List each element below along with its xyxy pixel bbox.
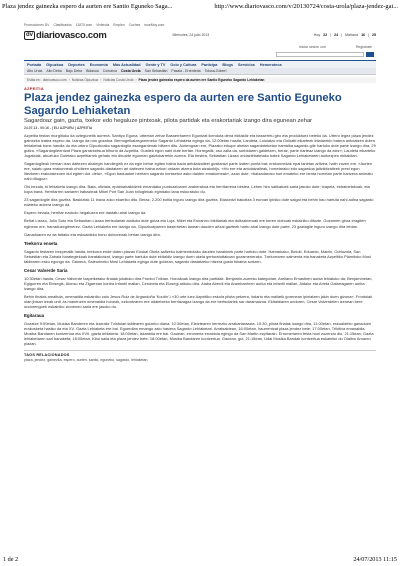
search-box <box>24 52 376 57</box>
section-heading: Cesar Valverde Saria <box>24 267 68 273</box>
logo-mark: dv <box>25 31 33 38</box>
tags-list: plaza, jendez, gainezka, espero, aurten, santio, eguneko, sagardo, lehiaketan <box>24 358 148 363</box>
article-paragraph: Behin finalak amaituta, omenaldia eskainiko zaio Jesus Ruiz de Argandoña 'Koutin'-i «30 urte luez Azpeitiko eskola pilota petzera, indartu eta mailarik gorenean ipiniatzen jakin duen gizona». Frontoiak olan jbisan izeak urdi -ta manenzen omenaldia honeak, ezkontzaren ere udaletxeko berriazagaz izango da ere bertsolariek sar daramaizua. Ekitaldiaren ondoren, Cesar Valverdeien izenean bere ondorengoek eskainiko zioneneo saria ere jasoko du. <box>24 293 373 309</box>
top-link[interactable]: Coches <box>128 23 141 27</box>
login-link[interactable]: Iniciar sesión con <box>298 45 326 49</box>
print-page-url: http://www.diariovasco.com/v/20130724/costa-urola/plaza-jendez-gai... <box>214 2 398 10</box>
article-paragraph: 23 sagardogile dira guztira. Baskiztak 11 txaxa zuko ekarriko ditu. Beraz, 2.200 botila inguru izango dira guztira. Edalontzi bakoitza 3 euroan ipiniko dute salgai eta behin hau hartuta nahi adina sagardo edateko aukera izango da. <box>24 197 374 208</box>
dateline: Miércoles, 24 julio 2013 <box>172 33 210 37</box>
nav-item[interactable]: Ocio y Cultura <box>170 62 197 67</box>
tag-link[interactable]: plaza <box>24 358 33 363</box>
article-paragraph: Azpeitia festan murgiltuko da oztegunetik aurrera. Santiyo Eguna, urteetan zehar Basserritarren Eguntzat ikenduta dena ekitaldiz eta basserritu giro eta produktuez beteko da. Urtero legez plaza jendez gainezka izatea espero da. Izango da non gozatua. Bernogelkalzegarreneko Sagardo Lehiaketa egingo da, 12:00etan hasita, Landeta, Loiolatzo eta Goikatti elkarteek lidatarekin batera antolatzen duten lehiaketak bone handia du eta urtero Gipuzkoako sagardogile esangarrienak biltzen ditu. Aurtengoan ere, Plazako erkupe ahetan sagardoteketan hamaika sagardo-gile hartuko dute parte izango dira, 29 gutira. «Sagardogileentzat Plaza garrantzitsua bihurtu da Azpeitia. Gustiek egon nahi dute bertan. Horregatik, oso zaila da, sorbidaren galdetzen, beraz, parte harteaz izango da alez»; Laudeta elkarteko Jugatxiak, abuztuko Goietako azpeitiarrek gehatu eta diruarte egunean gaiztokarrekin aurrea. Eta bestea, Sebastian Lizaso ondaziebatetako batek Sagardo Lehiaketaren aurkezpen ekitaldian. <box>24 132 376 158</box>
nav-item[interactable]: Hemeroteca <box>259 62 282 67</box>
related-tags <box>24 350 376 362</box>
nav-item[interactable]: Deportes <box>68 62 85 67</box>
tag-link[interactable]: lehiaketan <box>131 358 148 363</box>
subnav-item[interactable]: Comarca <box>102 69 117 73</box>
article-paragraph: 10:30etan hasita, Cesar Valverde txapelketako finalak jokatuko dira Frontoi Txikian. Honakoak izango dira partidak. Benjamin-aurreko kategorian, Arellano Ernastiren aurka lehiatuko da; Benjamínetan, Egigurren eta Elosegik, Alonso eta Zigarrean kontra Infantil mailan, Cerubeta eta Elosegi arituko dira. Alaba Aberdi eta Arambarrinen aurka eta infantil mailan, Aldalur eta Arieta Galarragaren aurka izango dira. <box>24 275 373 291</box>
main-nav <box>24 60 376 68</box>
subnav-item[interactable]: Tolosa-Goierri <box>204 69 227 73</box>
article-paragraph: Sagardo festaren bezperatik hasita, teekorra ende duten plazan Euskal Okela saltzeko baimendutako dauden harakinek parte hartuko dute. Hamarkako, Beloki, Eduardo, Maixin, Odriozola, San Sebastián eta Zabala harategiekoak baratakotzat, izango parte hartuko dute ekitaldiz izango duen okela gerturatuttakoan gozamenerako. Txekorraren salmenta eta banaketa Azpeitiko Plamitoko Mosi taldearen esku egongo da. Gainera, Saieurineko Mosi Lehiaketa egingo dute goizean, sagardo dastatzeko hitzera gusto bikaina sortzen. <box>24 248 371 264</box>
nav-item[interactable]: Blogs <box>222 62 233 67</box>
search-input[interactable] <box>276 52 364 57</box>
top-link[interactable]: mueMoy.com <box>144 23 165 27</box>
breadcrumb-link[interactable]: Noticias Gipuzkoa <box>71 78 99 82</box>
nav-item[interactable]: Economía <box>89 62 108 67</box>
breadcrumb-link[interactable]: Noticias Costa Urola <box>103 78 134 82</box>
register-link[interactable]: Regístrate <box>355 45 372 49</box>
nav-item[interactable]: Portada <box>27 62 42 67</box>
article-paragraph: Espero bezala, herritar ezokulo hegaluzea ere dastatu ahal izango da. <box>24 210 147 216</box>
breadcrumb: Estás en: diariovasco.com › Noticias Gipuzkoa › Noticias Costa Urola › Plaza jendez gainezka espero da aurten ere Santio Eguneko Sagardo Lehiaketan <box>24 77 376 83</box>
tag-link[interactable]: eguneko <box>100 358 115 363</box>
weather-today-label: Hoy <box>313 33 321 37</box>
top-link[interactable]: Clasificados <box>53 23 72 27</box>
article-paragraph: Sagardogileak herrian izan daitezen ahalegin handiegirik ez da egin behar egiten baina bada antolatzaileei gustiarazi parte izaten punta bat; erakunnekak epai lanetan aritzea, halin zuzen ere. «Aurten ere, saiatu gara erakunneak ohoitzen sagardo-dastatzen ari daitezen baina ezkon ordaan atzera bota aizakobiju. «Ho ere eta antolatzaileak, horretarako edo sagardoa jaitzikitzaileek prest egon litezkeen erakutsiezoen dut egiten dut -dela». «Egon baduadue herriam sagardo kontsetuz asko daiden emakumeak», azan dute, «batzadaroko hori emateko ere benta horretan parte hartzera animatu nahi dituguz». <box>24 161 373 182</box>
tag-link[interactable]: aurten <box>76 358 87 363</box>
site-logo[interactable] <box>24 30 106 41</box>
tags-title: TAGS RELACIONADOS <box>24 353 70 358</box>
brand-row <box>24 29 376 41</box>
section-heading: Teekorra enseta <box>24 240 58 246</box>
subnav-item[interactable]: Bajo Deba <box>65 69 83 73</box>
nav-item[interactable]: Gente y TV <box>145 62 166 67</box>
print-datetime: 24/07/2013 11:15 <box>353 555 397 563</box>
top-link[interactable]: Promociones DV <box>24 23 50 27</box>
article-paragraph: Ohi bezala, bi lehiaketa izango dira. Bata, ofiziala, epaimahaikideek emandako puntuazioaren araberakoa eta herritarrena bestea. Lehen hiru sailkatuek saria jasoko dute; txapela, estrainetakoak, eta kopa bana. Herritarren sariaren irabazleak Mikel Pori San Juan txiloglekak egindako lana eskuratuko du. <box>24 184 370 195</box>
article-byline: 24.07.13 - 00:16 - | ELI AZPURU | AZPEITIA <box>24 125 93 130</box>
account-links <box>24 45 376 51</box>
print-header <box>0 0 400 12</box>
weather-today-max: 24 <box>334 33 339 37</box>
nav-item[interactable]: Participa <box>201 62 218 67</box>
article-title: Plaza jendez gainezka espero da aurten ere Santio Eguneko Sagardo Lehiaketan <box>24 92 342 117</box>
subnav-item[interactable]: Bidasoa <box>86 69 99 73</box>
subnav-item[interactable]: Alto Deba <box>46 69 62 73</box>
subnav-item-active[interactable]: Costa Urola <box>120 69 141 73</box>
article-kicker: AZPEITIA <box>24 86 44 91</box>
tag-link[interactable]: santio <box>88 358 99 363</box>
top-link[interactable]: 11870.com <box>75 23 93 27</box>
breadcrumb-current: Plaza jendez gainezka espero da aurten ere Santio Eguneko Sagardo Lehiaketan <box>138 78 265 82</box>
top-links <box>24 22 376 28</box>
article-paragraph: Beñat Lizaso, Julio Soto eta Sebastian Lizaso bertsolariak alaituko dute goiza eta Luja, Mikel eta Esnanrro trikitiariak eta dultzaineroak ere beren doinuak eskainiko dituzte. Gozamen giroa eragiten eginean ere, harraduzegienerez, Gazta Lehiaketa ere izango da, Gipuzkoaparren baserrietan lanean dauden artzai gazteek hartu ahal izango dute parte. 23 gaztagile inguru izango dira lehian. <box>24 218 366 229</box>
tag-link[interactable]: espero <box>63 358 75 363</box>
nav-item[interactable]: Servicios <box>237 62 255 67</box>
article-subtitle: Sagardoaz gain, gazta, txekor edo hegaluze pintxoak, pilota partidak eta erakortariak izango dira egunean zehar <box>24 118 313 124</box>
article-paragraph: Ganaduaren ez da faltako eta eskualdeko bonu doinorenak berlan izango dira. <box>24 231 161 237</box>
weather-tomorrow-min: 16 <box>361 33 366 37</box>
nav-item[interactable]: Más Actualidad <box>112 62 141 67</box>
print-page-title: Plaza jendez gainezka espero da aurten ere Santio Eguneko Saga... <box>2 2 173 10</box>
breadcrumb-label: Estás en: <box>27 78 41 82</box>
article-body <box>24 133 376 346</box>
subnav-item[interactable]: San Sebastián <box>144 69 168 73</box>
weather-tomorrow-max: 25 <box>372 33 376 37</box>
top-link[interactable]: Vivienda <box>96 23 110 27</box>
search-button[interactable] <box>366 52 374 57</box>
sub-nav <box>24 68 376 75</box>
weather-widget: Hoy 22 | 24 | Mañana 16 | 25 <box>313 33 376 37</box>
weather-today-min: 22 <box>323 33 328 37</box>
nav-item[interactable]: Gipuzkoa <box>46 62 64 67</box>
tag-link[interactable]: gainezka <box>47 358 62 363</box>
top-link[interactable]: Empleo <box>113 23 125 27</box>
logo-text: diariovasco.com <box>36 29 107 41</box>
print-footer <box>0 554 400 564</box>
subnav-item[interactable]: Alto Urola <box>27 69 43 73</box>
print-page-number: 1 de 2 <box>3 555 19 563</box>
article-paragraph: Gozatze 9:00etan, Musika Banderen eta Izarraitz Txistulari taldearen goizeko diana. 10:30etan, Eleiztearen herrezko arrakariaraazia. 10:30, pilota finalak izango dira, 11:00etan, eskualdeko ganaduen erakusketa hasiko da eta XV. Gazta Lehiaketa ere bai. Eguerdian emango zaio hasiera Sagardo Lehiaketari. Arratsaldean, 16:00etan, haurrentzat plaza jendez bete; 17:00etan, Trikitixa emanaldia. Musika Bandaren kontzertua eta XVII. gazta lehiaketa. 18:00etan, iskanbila ere bai. Gauean, erromeria erraldoia egingo da San Martin ezpitarain. Erromeriaren festa honi zuzendu dio, 21:15ean, Gazta lehiaketaren sari banaketa; 18:00etan, Kirol saila eta plaza jendez bete. 18:00etan, Musika Bandaren kontzertua. Gauean, gui, 21:15ean, Udal Musika Bandak kontzertua eskainiko du Olaitxo Amaren plazan. <box>24 321 374 347</box>
subnav-item[interactable]: Pasaia - Errenteria <box>171 69 201 73</box>
tag-link[interactable]: jendez <box>34 358 46 363</box>
weather-tomorrow-label: Mañana <box>345 33 359 37</box>
breadcrumb-link[interactable]: diariovasco.com <box>42 78 67 82</box>
section-heading: Egitaraua <box>24 313 45 319</box>
tag-link[interactable]: sagardo <box>116 358 130 363</box>
page-content <box>24 22 376 362</box>
